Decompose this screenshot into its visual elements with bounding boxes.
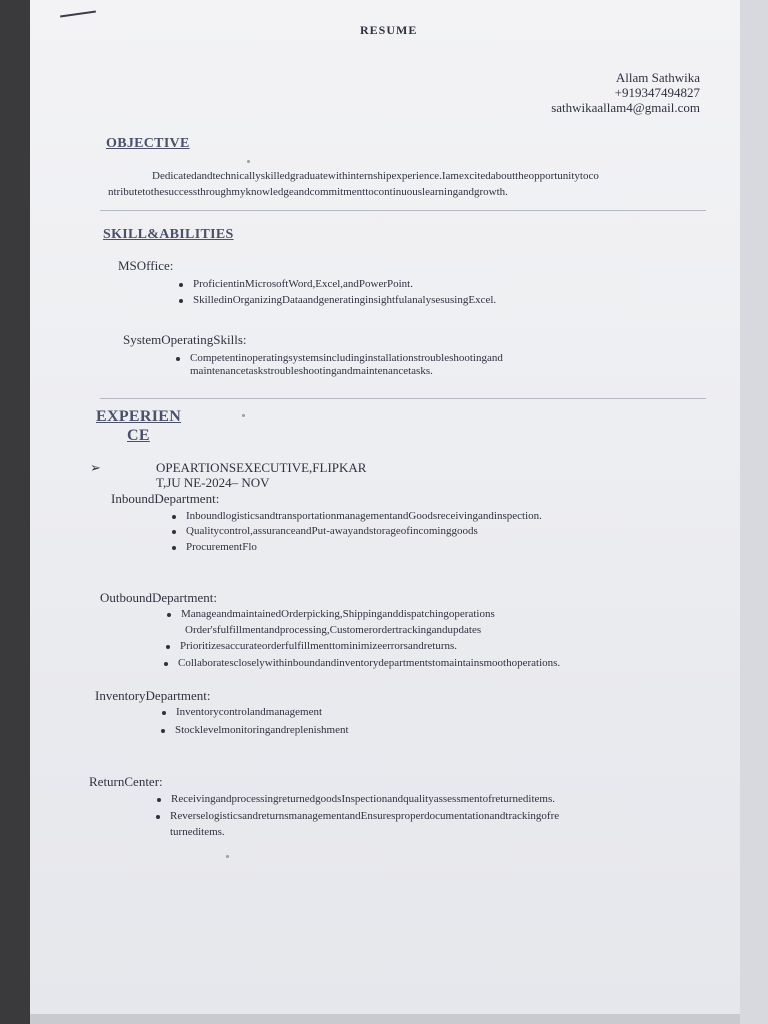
list-item — [193, 294, 496, 306]
list-item-text: Inventorycontrolandmanagement — [176, 706, 323, 718]
bullet-icon — [162, 711, 166, 715]
contact-phone: +919347494827 — [614, 85, 700, 100]
photo-background-right — [740, 0, 768, 1024]
bullet-icon — [176, 357, 180, 361]
contact-name: Allam Sathwika — [615, 70, 700, 85]
list-item — [171, 793, 555, 805]
job-dates: T,JU NE-2024– NOV — [156, 475, 270, 490]
bullet-icon — [172, 530, 176, 534]
list-item-continuation: maintenancetaskstroubleshootingandmaintenancetasks. — [190, 365, 433, 377]
list-item — [186, 525, 478, 537]
paper-speck — [242, 414, 245, 417]
outbound-label: OutboundDepartment: — [100, 590, 217, 605]
bullet-icon — [172, 515, 176, 519]
list-item-text: Stocklevelmonitoringandreplenishment — [175, 724, 349, 736]
list-item-text: ProcurementFlo — [186, 541, 257, 553]
bullet-icon — [167, 613, 171, 617]
bullet-icon — [164, 662, 168, 666]
inventory-label: InventoryDepartment: — [95, 688, 211, 703]
paper-speck — [247, 160, 250, 163]
list-item — [180, 640, 457, 652]
objective-text-line1: Dedicatedandtechnicallyskilledgraduatewithinternshipexperience.Iamexcitedabouttheopportunitytoco — [152, 170, 599, 182]
list-item — [170, 810, 559, 822]
list-item-text: Qualitycontrol,assuranceandPut-awayandstorageofincominggoods — [186, 525, 478, 537]
list-item — [186, 541, 257, 553]
list-item — [190, 352, 503, 364]
job-role: OPEARTIONSEXECUTIVE,FLIPKAR — [156, 460, 367, 475]
ms-office-label: MSOffice: — [118, 258, 174, 273]
list-item-text: Collaboratescloselywithinboundandinventorydepartmentstomaintainsmoothoperations. — [178, 657, 561, 669]
bullet-icon — [161, 729, 165, 733]
arrow-bullet-icon: ➢ — [90, 460, 101, 475]
list-item-text: ProficientinMicrosoftWord,Excel,andPowerPoint. — [193, 278, 413, 290]
experience-heading-line1: EXPERIEN — [96, 408, 182, 425]
list-item-continuation: Order'sfulfillmentandprocessing,Customerordertrackingandupdates — [185, 624, 482, 636]
skills-heading: SKILL&ABILITIES — [103, 227, 234, 242]
bullet-icon — [172, 546, 176, 550]
inbound-label: InboundDepartment: — [111, 491, 220, 506]
list-item-text: Competentinoperatingsystemsincludinginstallationstroubleshootingand — [190, 352, 503, 364]
bullet-icon — [157, 798, 161, 802]
list-item — [193, 278, 413, 290]
list-item-text: Prioritizesaccurateorderfulfillmenttominimizeerrorsandreturns. — [180, 640, 458, 652]
return-center-label: ReturnCenter: — [89, 774, 163, 789]
list-item-continuation: turneditems. — [170, 826, 225, 838]
resume-title: RESUME — [360, 23, 418, 37]
bullet-icon — [179, 283, 183, 287]
list-item-text: SkilledinOrganizingDataandgeneratinginsightfulanalysesusingExcel. — [193, 294, 497, 306]
photo-background-bottom — [30, 1014, 740, 1024]
bullet-icon — [179, 299, 183, 303]
section-divider — [100, 398, 706, 399]
photo-background-left — [0, 0, 30, 1024]
list-item-text: InboundlogisticsandtransportationmanagementandGoodsreceivingandinspection. — [186, 510, 542, 522]
bullet-icon — [166, 645, 170, 649]
objective-text-line2: ntributetothesuccessthroughmyknowledgeandcommitmenttocontinuouslearningandgrowth. — [108, 186, 508, 198]
list-item — [178, 657, 560, 669]
list-item-text: ManageandmaintainedOrderpicking,Shippinganddispatchingoperations — [181, 608, 495, 620]
contact-email: sathwikaallam4@gmail.com — [551, 100, 700, 115]
paper-speck — [226, 855, 229, 858]
objective-heading: OBJECTIVE — [106, 136, 190, 151]
system-skills-label: SystemOperatingSkills: — [123, 332, 247, 347]
resume-sheet — [30, 0, 740, 1014]
list-item — [181, 608, 495, 620]
list-item-text: ReverselogisticsandreturnsmanagementandEnsuresproperdocumentationandtrackingofre — [170, 810, 560, 822]
bullet-icon — [156, 815, 160, 819]
experience-heading-line2: CE — [127, 427, 150, 444]
list-item — [175, 724, 349, 736]
section-divider — [100, 210, 706, 211]
list-item-text: ReceivingandprocessingreturnedgoodsInspectionandqualityassessmentofreturneditems. — [171, 793, 555, 805]
list-item — [186, 510, 542, 522]
list-item — [176, 706, 322, 718]
